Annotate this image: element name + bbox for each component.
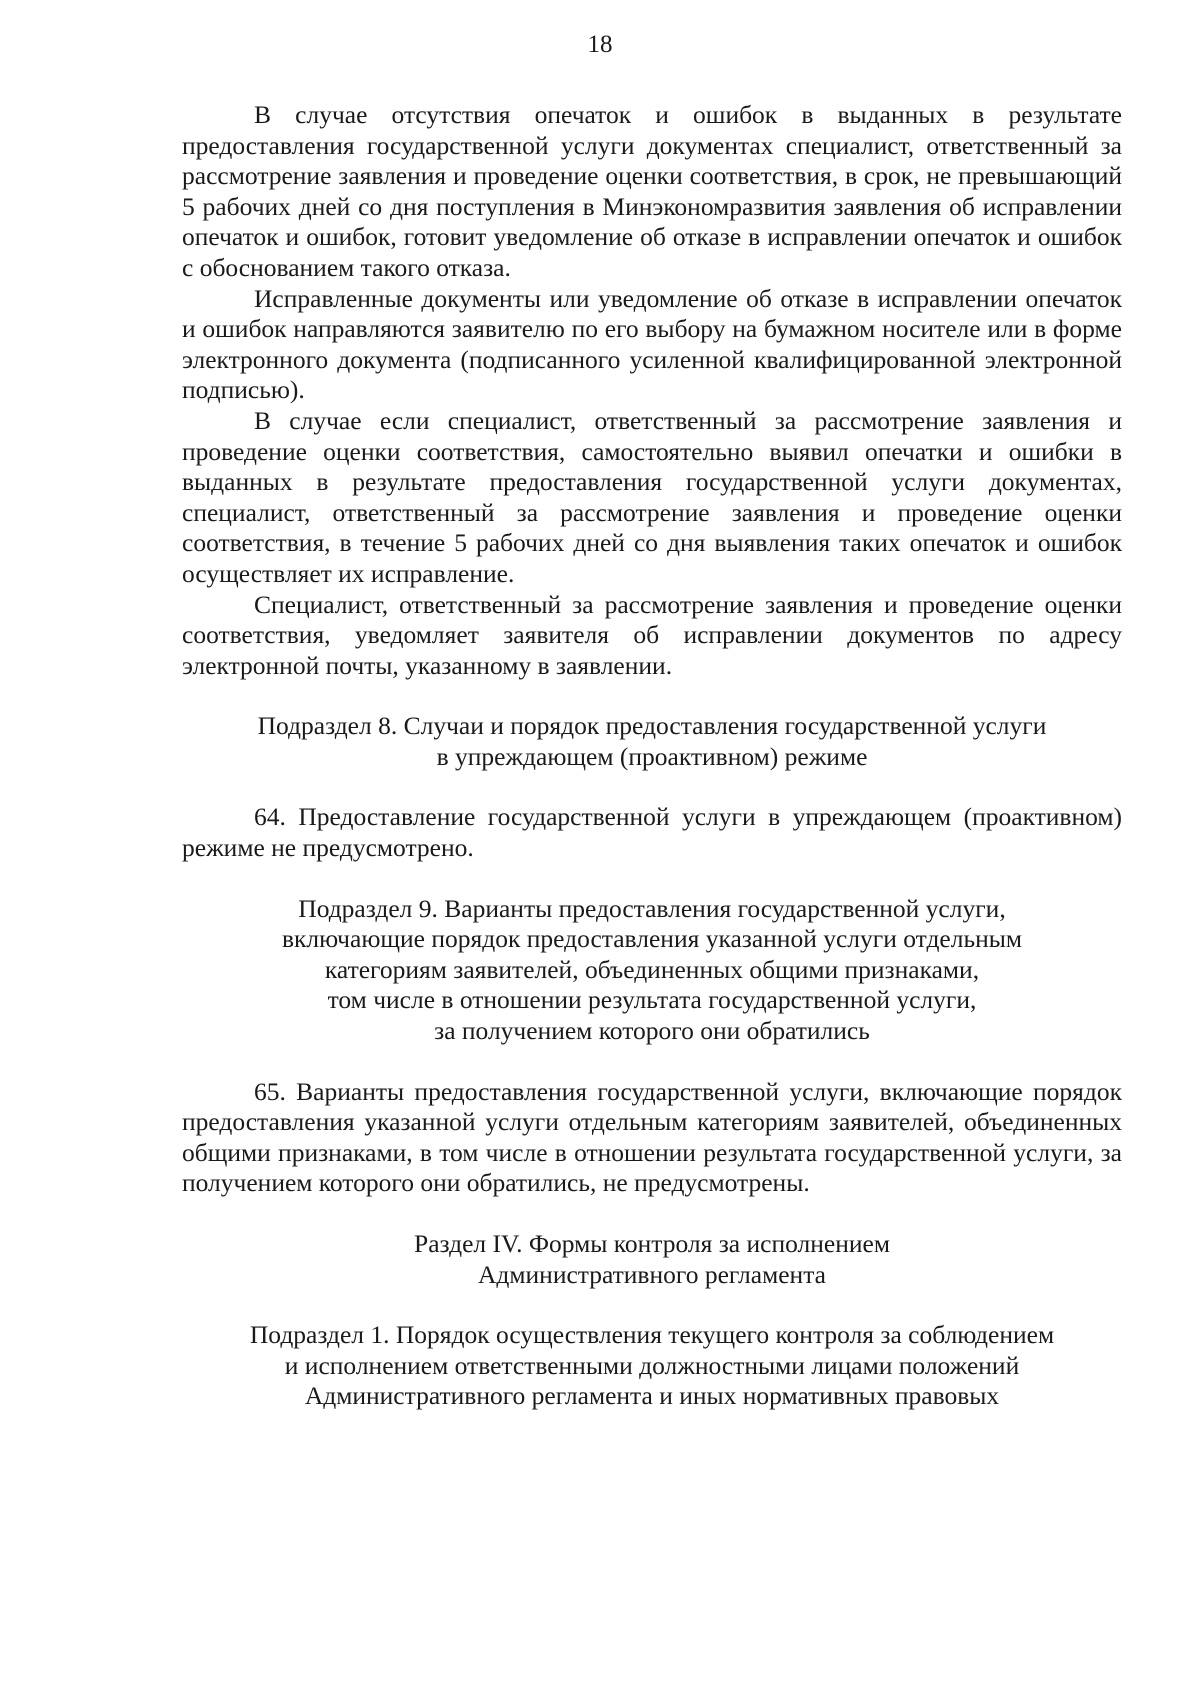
heading-line: категориям заявителей, объединенных общими признаками, bbox=[324, 954, 980, 984]
page-number: 18 bbox=[587, 31, 613, 58]
heading-line: Административного регламента bbox=[478, 1259, 826, 1289]
heading-line: Административного регламента и иных нормативных правовых bbox=[304, 1381, 1000, 1411]
document-body bbox=[182, 100, 1122, 1412]
heading-line: Подраздел 1. Порядок осуществления текущего контроля за соблюдением bbox=[249, 1320, 1055, 1350]
section-4-subsection-1-heading bbox=[182, 1320, 1122, 1412]
heading-line: за получением которого они обратились bbox=[434, 1016, 870, 1046]
subsection-9-heading bbox=[182, 894, 1122, 1047]
heading-line: том числе в отношении результата государственной услуги, bbox=[327, 985, 977, 1015]
heading-line: Подраздел 8. Случаи и порядок предоставления государственной услуги bbox=[257, 711, 1047, 741]
paragraph-no-errors: В случае отсутствия опечаток и ошибок в выданных в результате предоставления государственной услуги документах специалист, ответственный за рассмотрение заявления и проведение оценки соответствия, в срок, не превышающий 5 рабочих дней со дня поступления в Минэкономразвития заявления об исправлении опечаток и ошибок, готовит уведомление об отказе в исправлении опечаток и ошибок с обоснованием такого отказа. bbox=[182, 100, 1122, 282]
heading-line: в упреждающем (проактивном) режиме bbox=[436, 741, 868, 771]
paragraph-self-detected-errors: В случае если специалист, ответственный за рассмотрение заявления и проведение оценки соответствия, самостоятельно выявил опечатки и ошибки в выданных в результате предоставления государственной услуги документах, специалист, ответственный за рассмотрение заявления и проведение оценки соответствия, в течение 5 рабочих дней со дня выявления таких опечаток и ошибок осуществляет их исправление. bbox=[182, 405, 1122, 588]
heading-line: включающие порядок предоставления указанной услуги отдельным bbox=[281, 924, 1023, 954]
heading-line: Раздел IV. Формы контроля за исполнением bbox=[414, 1229, 890, 1258]
paragraph-64: 64. Предоставление государственной услуги в упреждающем (проактивном) режиме не предусмотрено. bbox=[182, 802, 1122, 863]
paragraph-corrected-documents: Исправленные документы или уведомление об отказе в исправлении опечаток и ошибок направляются заявителю по его выбору на бумажном носителе или в форме электронного документа (подписанного усиленной квалифицированной электронной подписью). bbox=[182, 283, 1122, 405]
subsection-8-heading bbox=[182, 711, 1122, 772]
paragraph-65: 65. Варианты предоставления государственной услуги, включающие порядок предоставления указанной услуги отдельным категориям заявителей, объединенных общими признаками, в том числе в отношении результата государственной услуги, за получением которого они обратились, не предусмотрены. bbox=[182, 1076, 1122, 1198]
heading-line: Подраздел 9. Варианты предоставления государственной услуги, bbox=[298, 893, 1006, 923]
paragraph-notify-applicant: Специалист, ответственный за рассмотрение заявления и проведение оценки соответствия, уведомляет заявителя об исправлении документов по адресу электронной почты, указанному в заявлении. bbox=[182, 589, 1122, 680]
heading-line: и исполнением ответственными должностными лицами положений bbox=[284, 1350, 1020, 1380]
section-4-heading bbox=[182, 1229, 1122, 1290]
